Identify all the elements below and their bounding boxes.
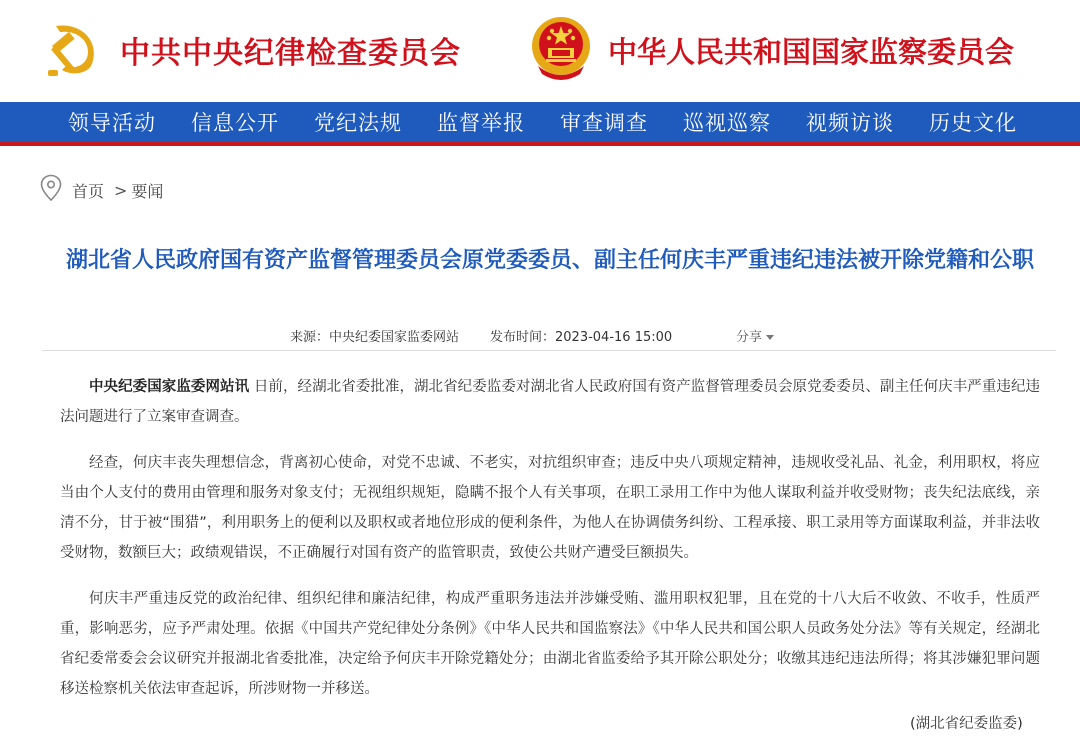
nsc-title: 中华人民共和国国家监察委员会 (608, 34, 1015, 69)
nav-item-leadership[interactable]: 领导活动 (68, 111, 156, 135)
paragraph-1-text: 日前，经湖北省委批准，湖北省纪委监委对湖北省人民政府国有资产监督管理委员会原党委委员、副主任何庆丰严重违纪违法问题进行了立案审查调查。 (60, 379, 1041, 425)
paragraph-3: 何庆丰严重违反党的政治纪律、组织纪律和廉洁纪律，构成严重职务违法并涉嫌受贿、滥用职权犯罪，且在党的十八大后不收敛、不收手，性质严重，影响恶劣，应予严肃处理。依据《中国共产党纪律处分条例》《中华人民共和国监察法》《中华人民共和国公职人员政务处分法》等有关规定，经湖北省纪委常委会会议研究并报湖北省委批准，决定给予何庆丰开除党籍处分；由湖北省监委给予其开除公职处分；收缴其违纪违法所得；将其涉嫌犯罪问题移送检察机关依法审查起诉，所涉财物一并移送。 (60, 591, 1040, 697)
source-value: 中央纪委国家监委网站 (329, 330, 460, 345)
article-source-note: (湖北省纪委监委) (910, 716, 1023, 732)
paragraph-1 (60, 372, 1040, 432)
breadcrumb-home[interactable]: 首页 (72, 181, 105, 201)
share-button[interactable] (736, 326, 774, 345)
date-value: 2023-04-16 15:00 (555, 330, 673, 345)
dateline: 中央纪委国家监委网站讯 (89, 379, 250, 395)
breadcrumb (40, 174, 163, 206)
nav-item-report[interactable]: 监督举报 (437, 111, 525, 135)
nav-item-regulations[interactable]: 党纪法规 (314, 111, 402, 135)
location-pin-icon (40, 174, 62, 206)
article-title: 湖北省人民政府国有资产监督管理委员会原党委委员、副主任何庆丰严重违纪违法被开除党籍和公职 (65, 247, 1034, 273)
nav-item-inspection[interactable]: 巡视巡察 (683, 111, 771, 135)
article-date (490, 326, 672, 345)
date-label: 发布时间： (490, 330, 556, 345)
site-header (0, 0, 1080, 102)
nav-list (0, 102, 1080, 142)
article-body (60, 372, 1040, 720)
party-emblem-icon (42, 16, 106, 84)
nav-item-investigation[interactable]: 审查调查 (560, 111, 648, 135)
nav-item-history[interactable]: 历史文化 (929, 111, 1017, 135)
breadcrumb-current[interactable]: 要闻 (131, 181, 164, 201)
nav-item-info-disclosure[interactable]: 信息公开 (191, 111, 279, 135)
chevron-down-icon (766, 335, 774, 340)
paragraph-2: 经查，何庆丰丧失理想信念，背离初心使命，对党不忠诚、不老实，对抗组织审查；违反中央八项规定精神，违规收受礼品、礼金，利用职权，将应当由个人支付的费用由管理和服务对象支付；无视组织规矩，隐瞒不报个人有关事项，在职工录用工作中为他人谋取利益并收受财物；丧失纪法底线，亲清不分，甘于被“围猎”，利用职务上的便利以及职权或者地位形成的便利条件，为他人在协调债务纠纷、工程承接、职工录用等方面谋取利益，并非法收受财物，数额巨大；政绩观错误，不正确履行对国有资产的监管职责，致使公共财产遭受巨额损失。 (60, 455, 1040, 561)
meta-divider (42, 350, 1056, 351)
article-meta (0, 322, 1080, 346)
article-source (290, 326, 459, 345)
source-label: 来源： (290, 330, 330, 345)
share-label: 分享 (736, 330, 763, 345)
nsc-brand[interactable] (528, 10, 1014, 90)
ccdi-title: 中共中央纪律检查委员会 (120, 36, 461, 71)
main-nav (0, 102, 1080, 146)
breadcrumb-separator: > (114, 180, 128, 200)
ccdi-brand[interactable] (42, 10, 461, 90)
national-emblem-icon (528, 14, 594, 86)
nav-item-video-interview[interactable]: 视频访谈 (806, 111, 894, 135)
